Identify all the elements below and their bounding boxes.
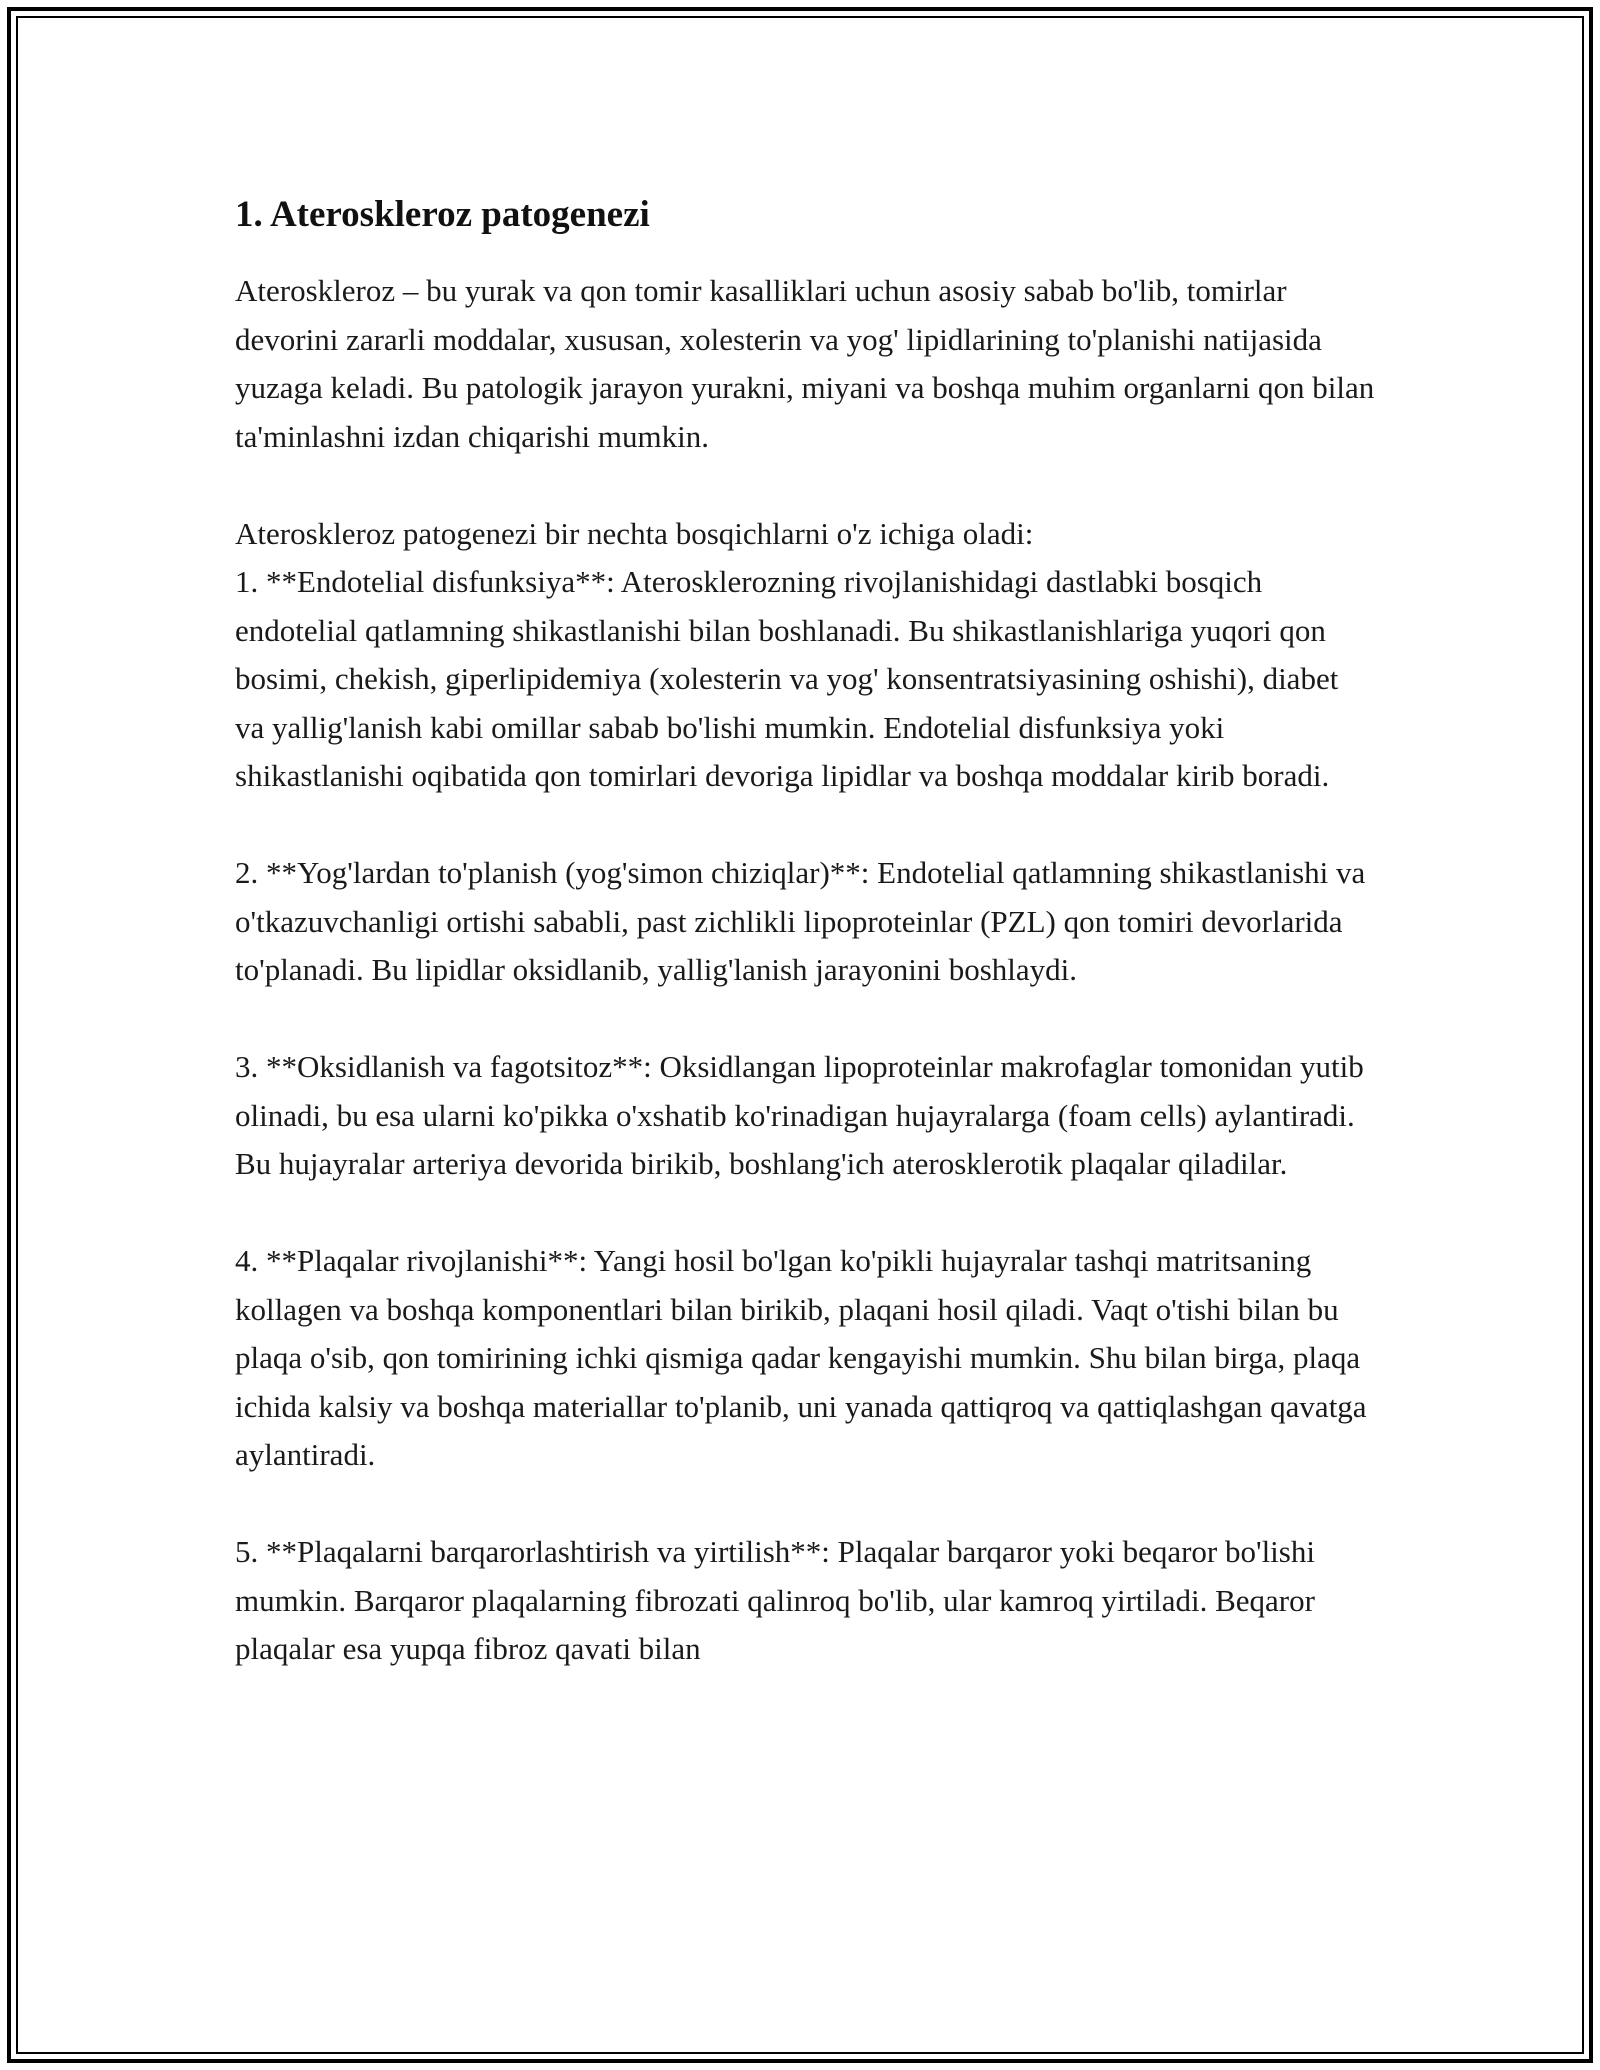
paragraph-stage-4: 4. **Plaqalar rivojlanishi**: Yangi hosil bo'lgan ko'pikli hujayralar tashqi matritsaning kollagen va boshqa komponentlari bilan birikib, plaqani hosil qiladi. Vaqt o'tishi bilan bu plaqa o'sib, qon tomirining ichki qismiga qadar kengayishi mumkin. Shu bilan birga, plaqa ichida kalsiy va boshqa materiallar to'planib, uni yanada qattiqroq va qattiqlashgan qavatga aylantiradi. [235, 1243, 1367, 1472]
paragraph-stage-5: 5. **Plaqalarni barqarorlashtirish va yirtilish**: Plaqalar barqaror yoki beqaror bo'lishi mumkin. Barqaror plaqalarning fibrozati qalinroq bo'lib, ular kamroq yirtiladi. Beqaror plaqalar esa yupqa fibroz qavati bilan [235, 1534, 1315, 1666]
paragraph-intro: Ateroskleroz – bu yurak va qon tomir kasalliklari uchun asosiy sabab bo'lib, tomirlar devorini zararli moddalar, xususan, xolesterin va yog' lipidlarining to'planishi natijasida yuzaga keladi. Bu patologik jarayon yurakni, miyani va boshqa muhim organlarni qon bilan ta'minlashni izdan chiqarishi mumkin. [235, 273, 1375, 454]
paragraph-stages-intro: Ateroskleroz patogenezi bir nechta bosqichlarni o'z ichiga oladi: [235, 515, 1034, 551]
paragraph-stage-2: 2. **Yog'lardan to'planish (yog'simon chiziqlar)**: Endotelial qatlamning shikastlanishi va o'tkazuvchanligi ortishi sababli, past zichlikli lipoproteinlar (PZL) qon tomiri devorlarida to'planadi. Bu lipidlar oksidlanib, yallig'lanish jarayonini boshlaydi. [235, 855, 1366, 987]
paragraph-stage-3: 3. **Oksidlanish va fagotsitoz**: Oksidlangan lipoproteinlar makrofaglar tomonidan yutib olinadi, bu esa ularni ko'pikka o'xshatib ko'rinadigan hujayralarga (foam cells) aylantiradi. Bu hujayralar arteriya devorida birikib, boshlang'ich aterosklerotik plaqalar qiladilar. [235, 1049, 1364, 1181]
document-title: 1. Ateroskleroz patogenezi [235, 194, 650, 235]
document-body [235, 185, 1375, 1722]
paragraph-stage-1: 1. **Endotelial disfunksiya**: Aterosklerozning rivojlanishidagi dastlabki bosqich endotelial qatlamning shikastlanishi bilan boshlanadi. Bu shikastlanishlariga yuqori qon bosimi, chekish, giperlipidemiya (xolesterin va yog' konsentratsiyasining oshishi), diabet va yallig'lanish kabi omillar sabab bo'lishi mumkin. Endotelial disfunksiya yoki shikastlanishi oqibatida qon tomirlari devoriga lipidlar va boshqa moddalar kirib boradi. [235, 564, 1339, 793]
